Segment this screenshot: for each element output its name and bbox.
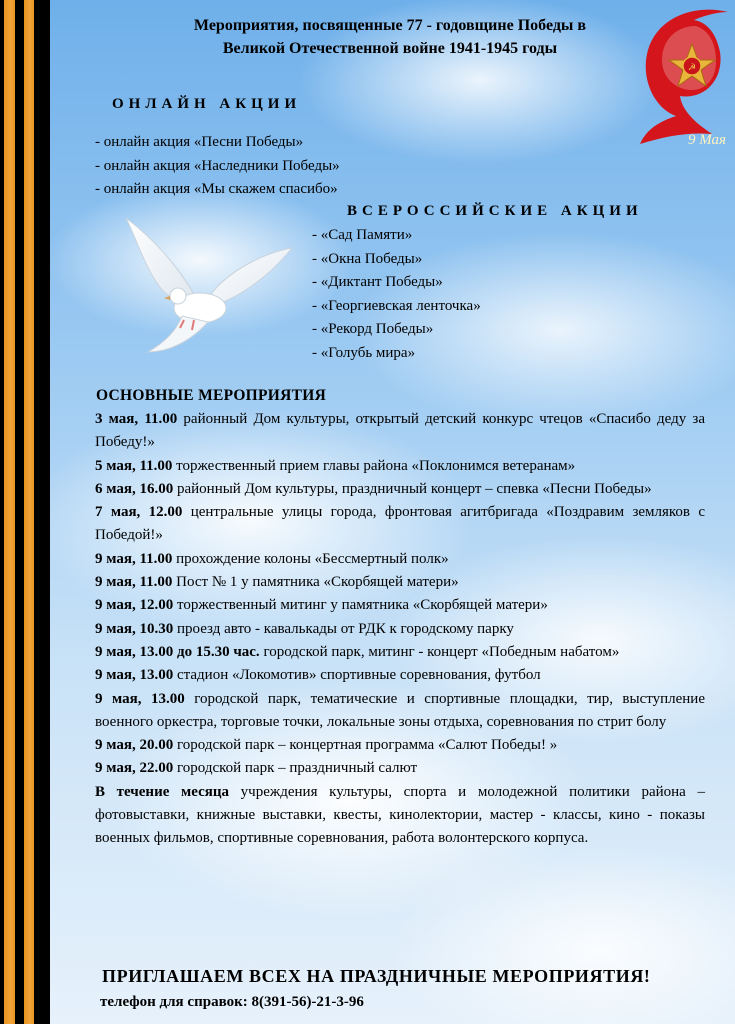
- all-russian-actions-list: [312, 224, 481, 365]
- list-item: - онлайн акция «Мы скажем спасибо»: [95, 181, 338, 197]
- event-what: городской парк – концертная программа «Салют Победы! »: [173, 737, 558, 754]
- list-item: - «Диктант Победы»: [312, 274, 443, 290]
- main-events-heading: ОСНОВНЫЕ МЕРОПРИЯТИЯ: [96, 387, 327, 404]
- event-when: 9 мая, 11.00: [95, 574, 173, 591]
- event-when: 5 мая, 11.00: [95, 457, 173, 474]
- online-actions-list: [95, 131, 340, 202]
- event-when: 9 мая, 10.30: [95, 620, 174, 637]
- event-when: 9 мая, 13.00 до 15.30 час.: [95, 643, 260, 660]
- event-item: [95, 757, 705, 780]
- event-what: районный Дом культуры, праздничный концерт – спевка «Песни Победы»: [173, 480, 652, 497]
- event-item: [95, 501, 705, 548]
- event-when: 9 мая, 13.00: [95, 690, 185, 707]
- event-item: [95, 548, 705, 571]
- event-item: [95, 594, 705, 617]
- title-line-1: Мероприятия, посвященные 77 - годовщине Победы в: [193, 17, 587, 34]
- event-what: учреждения культуры, спорта и молодежной политики района – фотовыставки, книжные выставки, квесты, кинолектории, мастер - классы, кино - показы военных фильмов, спортивные соревнования, работа волонтерского корпуса.: [95, 783, 705, 847]
- event-item: [95, 571, 705, 594]
- event-what: центральные улицы города, фронтовая агитбригада «Поздравим земляков с Победой!»: [95, 504, 705, 544]
- list-item: - «Рекорд Победы»: [312, 321, 434, 337]
- event-item: [95, 688, 705, 735]
- event-what: торжественный прием главы района «Поклонимся ветеранам»: [172, 457, 576, 474]
- event-what: городской парк – праздничный салют: [173, 760, 418, 777]
- emblem-caption: 9 Мая: [688, 132, 727, 148]
- list-item: - «Георгиевская ленточка»: [312, 297, 481, 314]
- event-what: городской парк, митинг - концерт «Победным набатом»: [259, 643, 620, 660]
- list-item: - онлайн акция «Наследники Победы»: [95, 157, 340, 174]
- event-what: торжественный митинг у памятника «Скорбящей матери»: [173, 597, 548, 614]
- event-item: [95, 641, 705, 664]
- main-events-list: [95, 408, 705, 851]
- event-item: [95, 408, 705, 455]
- all-russian-actions-heading: ВСЕРОССИЙСКИЕ АКЦИИ: [347, 203, 643, 219]
- event-what: районный Дом культуры, открытый детский конкурс чтецов «Спасибо деду за Победу!»: [95, 411, 705, 451]
- event-what: Пост № 1 у памятника «Скорбящей матери»: [172, 574, 459, 591]
- event-when: 9 мая, 11.00: [95, 550, 173, 567]
- svg-text:☭: ☭: [687, 63, 697, 73]
- online-actions-heading: ОНЛАЙН АКЦИИ: [112, 96, 302, 112]
- title-line-2: Великой Отечественной войне 1941-1945 годы: [222, 40, 558, 57]
- event-what: городской парк, тематические и спортивные площадки, тир, выступление военного оркестра, торговые точки, локальные зоны отдыха, соревнования по стрит болу: [95, 690, 705, 730]
- event-item: [95, 664, 705, 687]
- st-george-ribbon: [0, 0, 50, 1024]
- event-when: В течение месяца: [95, 783, 230, 800]
- white-dove: [118, 212, 294, 358]
- list-item: - онлайн акция «Песни Победы»: [95, 134, 304, 150]
- event-item: [95, 478, 705, 501]
- event-when: 9 мая, 20.00: [95, 737, 174, 754]
- phone-info: телефон для справок: 8(391-56)-21-3-96: [100, 994, 364, 1010]
- list-item: - «Окна Победы»: [312, 250, 423, 267]
- event-when: 9 мая, 12.00: [95, 597, 174, 614]
- event-item: [95, 734, 705, 757]
- event-item: [95, 618, 705, 641]
- event-what: прохождение колоны «Бессмертный полк»: [172, 550, 449, 567]
- event-item: [95, 455, 705, 478]
- event-when: 9 мая, 22.00: [95, 760, 174, 777]
- event-when: 6 мая, 16.00: [95, 480, 174, 497]
- invitation-text: ПРИГЛАШАЕМ ВСЕХ НА ПРАЗДНИЧНЫЕ МЕРОПРИЯТИЯ!: [102, 966, 651, 986]
- list-item: - «Сад Памяти»: [312, 227, 413, 243]
- list-item: - «Голубь мира»: [312, 344, 416, 361]
- event-when: 9 мая, 13.00: [95, 667, 174, 684]
- event-when: 7 мая, 12.00: [95, 504, 183, 521]
- event-what: проезд авто - кавалькады от РДК к городскому парку: [173, 620, 514, 637]
- event-what: стадион «Локомотив» спортивные соревнования, футбол: [173, 667, 541, 684]
- event-item: [95, 781, 705, 851]
- event-when: 3 мая, 11.00: [95, 411, 178, 427]
- page-title: [100, 14, 680, 60]
- victory-day-emblem: [636, 4, 732, 154]
